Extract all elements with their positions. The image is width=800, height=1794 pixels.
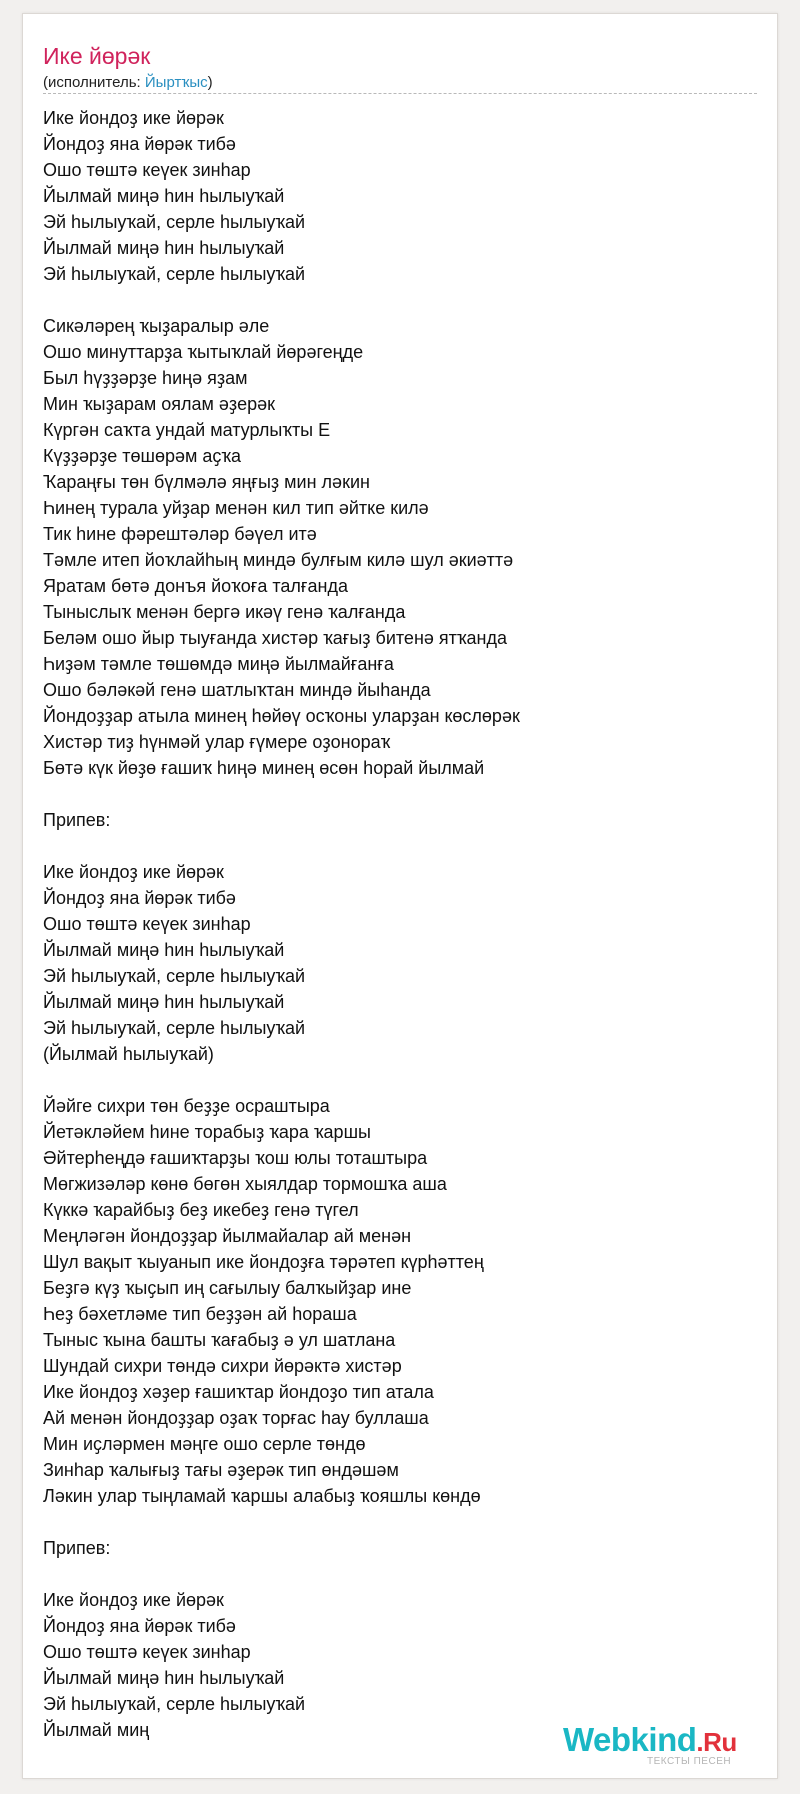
lyric-line: Яратам бөтә донъя йоҡоға талғанда xyxy=(43,576,348,596)
lyric-line: Ике йондоҙ ике йөрәк xyxy=(43,108,224,128)
lyric-line: Йылмай миңә һин һылыуҡай xyxy=(43,992,285,1012)
lyric-line: Һиҙәм тәмле төшөмдә миңә йылмайғанға xyxy=(43,654,394,674)
lyric-line: Ошо минуттарҙа ҡытыҡлай йөрәгеңде xyxy=(43,342,364,362)
lyric-line: Йондоҙҙар атыла минең һөйөү осҡоны уларҙан көслөрәк xyxy=(43,706,520,726)
lyric-line: Мин иҫләрмен мәңге ошо серле төндө xyxy=(43,1434,366,1454)
webkind-logo[interactable] xyxy=(563,1722,763,1772)
lyric-line: Ошо төштә кеүек зинһар xyxy=(43,160,251,180)
lyric-line: Эй һылыуҡай, серле һылыуҡай xyxy=(43,1694,306,1714)
lyric-line: Йылмай миңә һин һылыуҡай xyxy=(43,186,285,206)
lyric-line: Тик һине фәрештәләр бәүел итә xyxy=(43,524,317,544)
song-title: Ике йөрәк xyxy=(43,43,151,69)
lyric-line: Зинһар ҡалығыҙ тағы әҙерәк тип өндәшәм xyxy=(43,1460,399,1480)
lyric-line: Тәмле итеп йоҡлайһың миндә булғым килә шул әкиәттә xyxy=(43,550,514,570)
lyric-line: Припев: xyxy=(43,810,111,830)
lyric-line: Ай менән йондоҙҙар оҙаҡ торғас һау буллаша xyxy=(43,1408,429,1428)
lyric-line: Йылмай миңә һин һылыуҡай xyxy=(43,940,285,960)
lyric-line: (Йылмай һылыуҡай) xyxy=(43,1044,214,1064)
lyric-line: Ҡараңғы төн бүлмәлә яңғыҙ мин ләкин xyxy=(43,472,370,492)
lyric-line: Шундай сихри төндә сихри йөрәктә хистәр xyxy=(43,1356,402,1376)
lyric-line: Тыныслыҡ менән бергә икәү генә ҡалғанда xyxy=(43,602,406,622)
lyric-line: Һеҙ бәхетләме тип беҙҙән ай һораша xyxy=(43,1304,357,1324)
artist-prefix: (исполнитель: xyxy=(43,74,145,91)
lyrics-card xyxy=(22,13,778,1779)
lyric-line: Ике йондоҙ хәҙер ғашиҡтар йондоҙо тип атала xyxy=(43,1382,434,1402)
lyric-line: Ошо бәләкәй генә шатлыҡтан миндә йыһанда xyxy=(43,680,431,700)
lyric-line: Мөгжизәләр көнө бөгөн хыялдар тормошҡа аша xyxy=(43,1174,447,1194)
lyric-line: Шул вақыт ҡыуанып ике йондоҙға тәрәтеп күрһәттең xyxy=(43,1252,484,1272)
artist-line xyxy=(43,74,213,92)
artist-suffix: ) xyxy=(207,74,213,91)
lyric-line: Ике йондоҙ ике йөрәк xyxy=(43,1590,224,1610)
lyrics-blank-line xyxy=(43,1509,757,1535)
lyric-line: Йондоҙ яна йөрәк тибә xyxy=(43,888,236,908)
lyric-line: Ләкин улар тыңламай ҡаршы алабыҙ ҡояшлы көндө xyxy=(43,1486,481,1506)
lyric-line: Йондоҙ яна йөрәк тибә xyxy=(43,1616,236,1636)
logo-tagline: ТЕКСТЫ ПЕСЕН xyxy=(647,1756,732,1767)
artist-link[interactable]: Йыртҡыс xyxy=(144,74,208,91)
logo-name: Webkind xyxy=(563,1721,697,1758)
lyric-line: Сикәләрең ҡыҙаралыр әле xyxy=(43,316,270,336)
lyric-line: Беләм ошо йыр тыуғанда хистәр ҡағыҙ битенә ятҡанда xyxy=(43,628,507,648)
lyric-line: Припев: xyxy=(43,1538,111,1558)
lyric-line: Ошо төштә кеүек зинһар xyxy=(43,914,251,934)
lyric-line: Эй һылыуҡай, серле һылыуҡай xyxy=(43,212,306,232)
lyric-line: Меңләгән йондоҙҙар йылмайалар ай менән xyxy=(43,1226,412,1246)
lyrics-blank-line xyxy=(43,833,757,859)
lyric-line: Йәйге сихри төн беҙҙе осраштыра xyxy=(43,1096,330,1116)
lyric-line: Йылмай миң xyxy=(43,1720,150,1740)
lyrics-blank-line xyxy=(43,1067,757,1093)
lyric-line: Күргән саҡта ундай матурлыҡты Е xyxy=(43,420,331,440)
lyric-line: Йетәкләйем һине торабыҙ ҡара ҡаршы xyxy=(43,1122,371,1142)
lyric-line: Бөтә күк йөҙө ғашиҡ һиңә минең өсөн һорай йылмай xyxy=(43,758,485,778)
lyric-line: Йондоҙ яна йөрәк тибә xyxy=(43,134,236,154)
lyric-line: Эй һылыуҡай, серле һылыуҡай xyxy=(43,1018,306,1038)
title-divider xyxy=(43,93,757,94)
lyric-line: Тыныс ҡына башты ҡағабыҙ ә ул шатлана xyxy=(43,1330,396,1350)
lyric-line: Йылмай миңә һин һылыуҡай xyxy=(43,1668,285,1688)
logo-wordmark xyxy=(563,1722,737,1760)
logo-tld: .Ru xyxy=(696,1727,737,1757)
lyric-line: Әйтерһеңдә ғашиҡтарҙы ҡош юлы тоташтыра xyxy=(43,1148,428,1168)
lyric-line: Хистәр тиҙ һүнмәй улар ғүмере оҙонораҡ xyxy=(43,732,391,752)
lyrics-body xyxy=(43,105,757,1743)
lyric-line: Беҙгә күҙ ҡыҫып иң сағылыу балҡыйҙар ине xyxy=(43,1278,412,1298)
lyric-line: Күҙҙәрҙе төшөрәм аҫҡа xyxy=(43,446,242,466)
lyrics-blank-line xyxy=(43,1561,757,1587)
lyric-line: Эй һылыуҡай, серле һылыуҡай xyxy=(43,966,306,986)
lyric-line: Күккә ҡарайбыҙ беҙ икебеҙ генә түгел xyxy=(43,1200,359,1220)
lyrics-blank-line xyxy=(43,287,757,313)
lyrics-blank-line xyxy=(43,781,757,807)
lyric-line: Ике йондоҙ ике йөрәк xyxy=(43,862,224,882)
lyric-line: Мин ҡыҙарам оялам әҙерәк xyxy=(43,394,276,414)
lyric-line: Йылмай миңә һин һылыуҡай xyxy=(43,238,285,258)
lyric-line: Һинең турала уйҙар менән кил тип әйтке килә xyxy=(43,498,429,518)
lyric-line: Был һүҙҙәрҙе һиңә яҙам xyxy=(43,368,248,388)
lyric-line: Ошо төштә кеүек зинһар xyxy=(43,1642,251,1662)
lyric-line: Эй һылыуҡай, серле һылыуҡай xyxy=(43,264,306,284)
